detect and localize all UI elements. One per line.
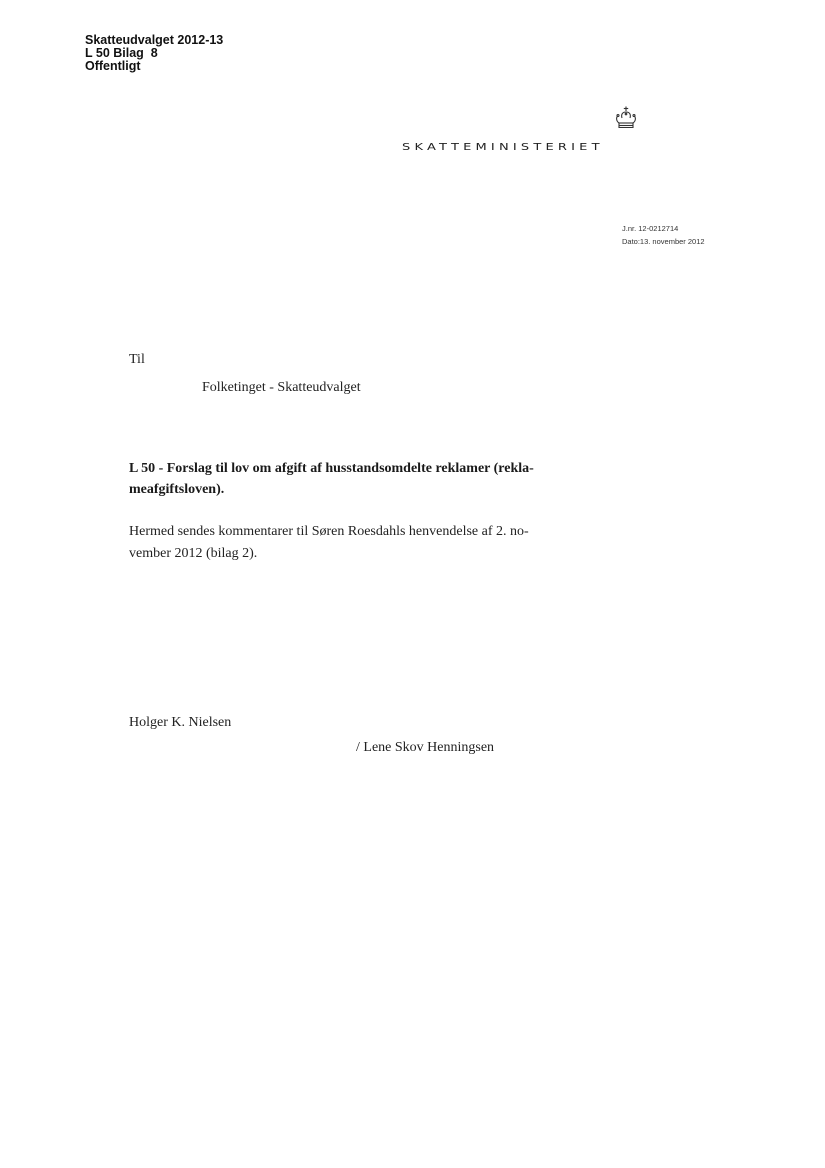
stamp-committee: Skatteudvalget 2012-13: [85, 33, 224, 47]
stamp-bill-attachment: L 50 Bilag 8: [85, 46, 158, 60]
signature-minister: Holger K. Nielsen: [129, 715, 232, 730]
recipient: Folketinget - Skatteudvalget: [202, 380, 361, 395]
body-paragraph: [129, 521, 529, 565]
signature-official: / Lene Skov Henningsen: [356, 740, 495, 755]
subject-heading: [129, 458, 549, 500]
journal-number: J.nr. 12-0212714: [622, 224, 679, 233]
body-line: Hermed sendes kommentarer til Søren Roesdahls henvendelse af 2. no-: [129, 524, 529, 539]
stamp-status: Offentligt: [85, 59, 141, 73]
letter-date: Dato:13. november 2012: [622, 237, 705, 246]
subject-line: meafgiftsloven).: [129, 482, 225, 497]
crown-icon: [614, 106, 638, 132]
body-line: vember 2012 (bilag 2).: [129, 546, 258, 561]
document-stamp: [85, 34, 223, 73]
reference-block: [622, 222, 705, 248]
ministry-name: SKATTEMINISTERIET: [402, 142, 604, 153]
to-label: Til: [129, 352, 145, 367]
subject-line: L 50 - Forslag til lov om afgift af husstandsomdelte reklamer (rekla-: [129, 461, 534, 476]
